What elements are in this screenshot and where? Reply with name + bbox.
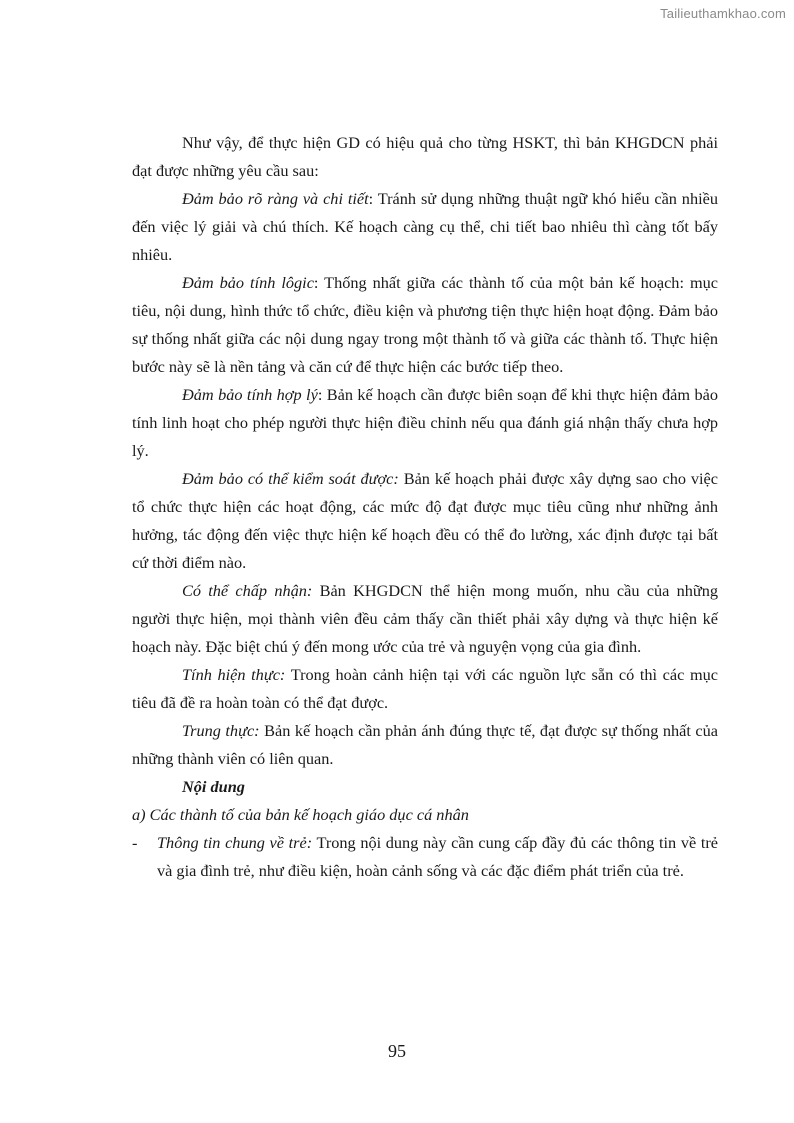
paragraph-clarity bbox=[132, 185, 718, 269]
paragraph-intro bbox=[132, 129, 718, 185]
paragraph-text: Trong hoàn cảnh hiện tại với các nguồn lực sẵn có thì các mục tiêu đã đề ra hoàn toàn có thể đạt được. bbox=[132, 665, 718, 712]
bullet-item bbox=[132, 829, 718, 885]
paragraph-text: Bản KHGDCN thể hiện mong muốn, nhu cầu của những người thực hiện, mọi thành viên đều cảm thấy cần thiết phải xây dựng và thực hiện kế hoạch này. Đặc biệt chú ý đến mong ước của trẻ và nguyện vọng của gia đình. bbox=[132, 581, 719, 656]
paragraph-lead: Đảm bảo tính hợp lý bbox=[182, 385, 318, 404]
paragraph-lead: Đảm bảo có thể kiểm soát được: bbox=[182, 469, 399, 488]
paragraph-lead: Có thể chấp nhận: bbox=[182, 581, 313, 600]
paragraph-reasonable bbox=[132, 381, 718, 465]
subheading: a) Các thành tố của bản kế hoạch giáo dục cá nhân bbox=[132, 805, 469, 824]
page-number: 95 bbox=[388, 1041, 406, 1061]
paragraph-logic bbox=[132, 269, 718, 381]
paragraph-text: : Bản kế hoạch cần được biên soạn để khi thực hiện đảm bảo tính linh hoạt cho phép người thực hiện điều chỉnh nếu qua đánh giá nhận thấy chưa hợp lý. bbox=[132, 385, 718, 460]
bullet-text bbox=[157, 829, 718, 885]
bullet-dash: - bbox=[132, 833, 138, 852]
paragraph-text: Bản kế hoạch cần phản ánh đúng thực tế, đạt được sự thống nhất của những thành viên có liên quan. bbox=[132, 721, 718, 768]
section-heading: Nội dung bbox=[182, 777, 245, 796]
paragraph-text: Như vậy, để thực hiện GD có hiệu quả cho từng HSKT, thì bản KHGDCN phải đạt được những yêu cầu sau: bbox=[132, 133, 718, 180]
bullet-body: Trong nội dung này cần cung cấp đầy đủ các thông tin về trẻ và gia đình trẻ, như điều kiện, hoàn cảnh sống và các đặc điểm phát triển của trẻ. bbox=[157, 833, 718, 880]
paragraph-lead: Đảm bảo rõ ràng và chi tiết bbox=[182, 189, 369, 208]
paragraph-acceptable bbox=[132, 577, 718, 661]
paragraph-text: : Tránh sử dụng những thuật ngữ khó hiểu cần nhiều đến việc lý giải và chú thích. Kế hoạch càng cụ thể, chi tiết bao nhiêu thì càng tốt bấy nhiêu. bbox=[132, 189, 718, 264]
paragraph-lead: Đảm bảo tính lôgic bbox=[182, 273, 314, 292]
paragraph-lead: Trung thực: bbox=[182, 721, 260, 740]
paragraph-text: Bản kế hoạch phải được xây dựng sao cho việc tổ chức thực hiện các hoạt động, các mức độ đạt được mục tiêu cũng như những ảnh hưởng, tác động đến việc thực hiện kế hoạch đều có thể đo lường, xác định được tại bất cứ thời điểm nào. bbox=[132, 469, 718, 572]
paragraph-honest bbox=[132, 717, 718, 773]
paragraph-controllable bbox=[132, 465, 718, 577]
paragraph-lead: Tính hiện thực: bbox=[182, 665, 286, 684]
paragraph-realistic bbox=[132, 661, 718, 717]
document-body bbox=[132, 129, 718, 885]
paragraph-text: : Thống nhất giữa các thành tố của một bản kế hoạch: mục tiêu, nội dung, hình thức tổ chức, điều kiện và phương tiện thực hiện hoạt động. Đảm bảo sự thống nhất giữa các nội dung ngay trong một thành tố và giữa các thành tố. Thực hiện bước này sẽ là nền tảng và căn cứ để thực hiện các bước tiếp theo. bbox=[132, 273, 718, 376]
watermark: Tailieuthamkhao.com bbox=[660, 6, 786, 21]
bullet-lead: Thông tin chung về trẻ: bbox=[157, 833, 313, 852]
